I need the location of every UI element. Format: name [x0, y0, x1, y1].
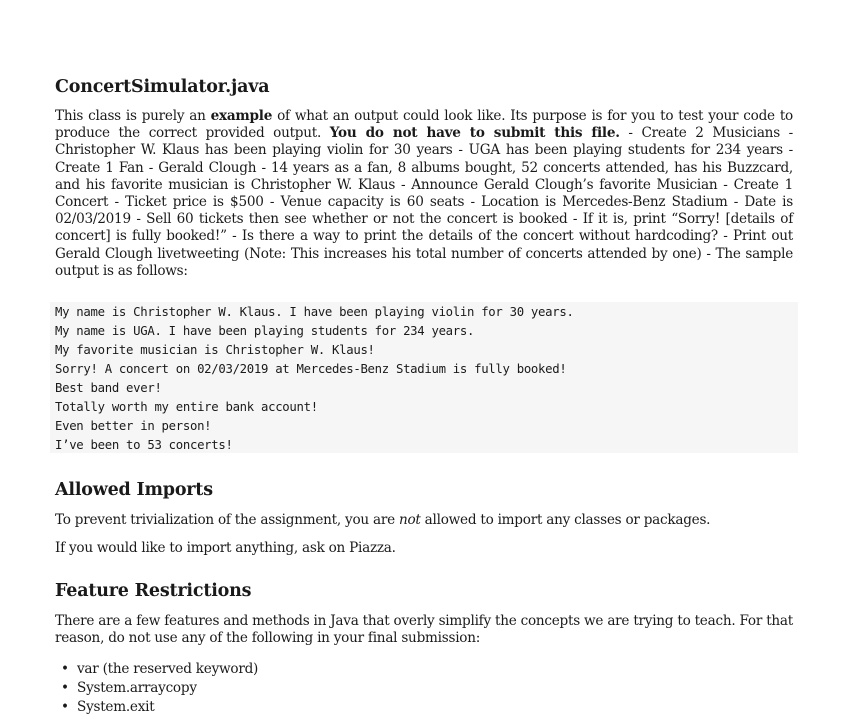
allowed-imports-piazza-note: If you would like to import anything, ask on Piazza.: [55, 540, 396, 556]
intro-text: - Create 2 Musicians - Christopher W. Klaus has been playing violin for 30 years - UGA has been playing students for 234 years - Create 1 Fan - Gerald Clough - 14 years as a fan, 8 albums bought, 52 concerts attended, has his Buzzcard, and his favorite musician is Christopher W. Klaus - Announce Gerald Clough’s favorite Musician - Create 1 Concert - Ticket price is $500 - Venue capacity is 60 seats - Location is Mercedes-Benz Stadium - Date is 02/03/2019 - Sell 60 tickets then see whether or not the concert is booked - If it is, print “Sorry! [details of concert] is fully booked!” - Is there a way to print the details of the concert without hardcoding? - Print out Gerald Clough livetweeting (Note: This increases his total number of concerts attended by one) - The sample output is as follows:: [55, 125, 793, 279]
code-line: Sorry! A concert on 02/03/2019 at Mercedes-Benz Stadium is fully booked!: [55, 362, 567, 376]
imports-text: allowed to import any classes or packages.: [420, 512, 711, 528]
section-title-feature-restrictions: Feature Restrictions: [55, 581, 252, 601]
feature-restrictions-paragraph: There are a few features and methods in Java that overly simplify the concepts we are trying to teach. For that reason, do not use any of the following in your final submission:: [55, 613, 793, 647]
intro-text: This class is purely an: [55, 108, 211, 124]
imports-text: To prevent trivialization of the assignment, you are: [55, 512, 399, 528]
list-item: • System.exit: [55, 698, 258, 717]
intro-text: of what an output could look like. Its purpose is for you to test your code to produce the correct provided output.: [55, 108, 793, 142]
intro-bold-example: example: [210, 108, 273, 124]
concert-simulator-description: [55, 108, 793, 280]
allowed-imports-paragraph: [55, 512, 710, 529]
section-title-allowed-imports: Allowed Imports: [55, 480, 213, 500]
list-item: • System.arraycopy: [55, 679, 258, 698]
code-line: I’ve been to 53 concerts!: [55, 438, 233, 452]
section-title-concert-simulator: ConcertSimulator.java: [55, 77, 270, 97]
code-line: Best band ever!: [55, 381, 162, 395]
sample-output-code-block: [50, 302, 798, 453]
imports-emphasis-not: not: [398, 512, 421, 528]
code-line: My name is Christopher W. Klaus. I have been playing violin for 30 years.: [55, 305, 574, 319]
code-line: Even better in person!: [55, 419, 212, 433]
restricted-features-list: [55, 660, 258, 717]
code-line: My favorite musician is Christopher W. Klaus!: [55, 343, 375, 357]
code-line: Totally worth my entire bank account!: [55, 400, 318, 414]
intro-bold-submit-note: You do not have to submit this file.: [329, 125, 620, 142]
code-line: My name is UGA. I have been playing students for 234 years.: [55, 324, 475, 338]
list-item: • var (the reserved keyword): [55, 660, 258, 679]
